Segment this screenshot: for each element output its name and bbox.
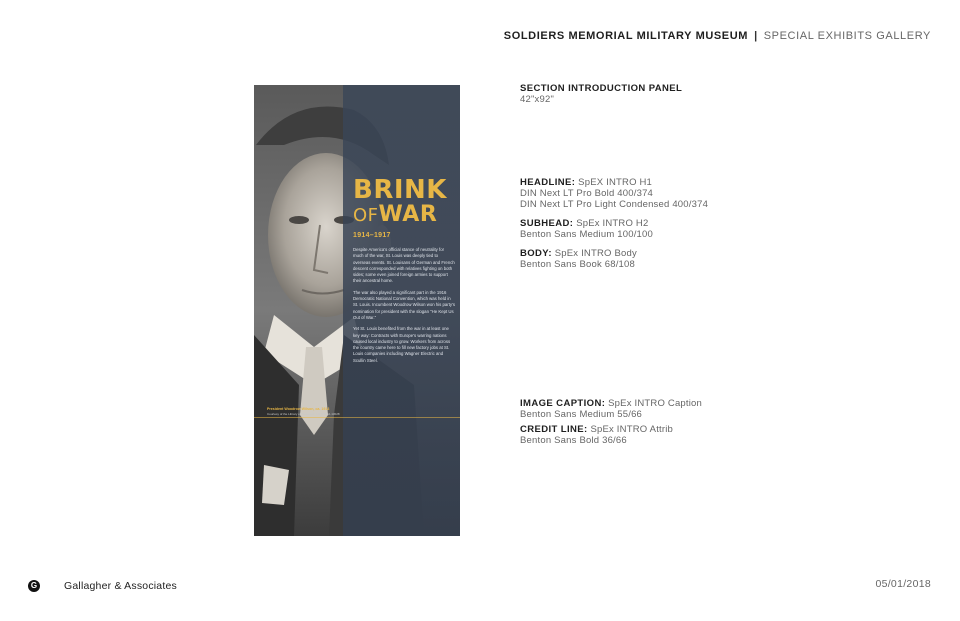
credit-text: Courtesy of the Library of Congress, LC-USZ62-13028 [267,411,340,416]
headline-font-1: DIN Next LT Pro Bold 400/374 [520,188,654,199]
credit-style: SpEx INTRO Attrib [590,424,674,435]
spec-title: SECTION INTRODUCTION PANEL [520,83,683,94]
headline-font-2: DIN Next LT Pro Light Condensed 400/374 [520,199,709,210]
company-name: Gallagher & Associates [64,580,177,592]
credit-label: CREDIT LINE: [520,424,588,435]
body-paragraph: Yet St. Louis benefited from the war in at least one key way: Contracts with Europe's warring nations caused local industry to grow. Workers from across the country came here to fill new factory jobs at St. Louis companies including Wagner Electric and Scullin Steel. [353,326,451,363]
headline-of: OF [353,205,379,226]
headline-style: SpEX INTRO H1 [578,177,653,188]
spec-body [520,248,637,270]
logo-letter: G [30,581,38,590]
page-header [504,30,931,42]
headline-war: WAR [378,202,438,227]
gallery-name: SPECIAL EXHIBITS GALLERY [763,30,931,42]
spec-panel-info [520,83,682,105]
subhead-style: SpEx INTRO H2 [576,218,649,229]
panel-subhead-dates: 1914–1917 [353,232,391,239]
spec-headline [520,177,708,210]
spec-subhead [520,218,653,240]
panel-divider [254,417,460,418]
header-separator: | [754,30,758,42]
body-paragraph: The war also played a significant part in the 1916 Democratic National Convention, which was held in St. Louis. Incumbent Woodrow Wilson won his party's nomination for president with the slogan "He Kept Us Out of War." [353,289,456,320]
subhead-label: SUBHEAD: [520,218,574,229]
spec-credit [520,424,673,446]
body-style: SpEx INTRO Body [554,248,637,259]
subhead-font: Benton Sans Medium 100/100 [520,229,654,240]
panel-mockup [254,85,460,536]
company-logo-icon [28,580,40,592]
body-label: BODY: [520,248,552,259]
caption-label: IMAGE CAPTION: [520,398,606,409]
caption-style: SpEx INTRO Caption [608,398,703,409]
spec-caption [520,398,702,420]
body-paragraph: Despite America's official stance of neutrality for much of the war, St. Louis was deeply tied to overseas events. St. Louisans of German and French descent corresponded with relatives fighting on both sides; some even joined foreign armies to support their ancestral home. [353,247,455,284]
document-date: 05/01/2018 [875,578,931,590]
spec-size: 42"x92" [520,94,555,105]
body-font: Benton Sans Book 68/108 [520,259,635,270]
credit-font: Benton Sans Bold 36/66 [520,435,627,446]
museum-name: SOLDIERS MEMORIAL MILITARY MUSEUM [503,30,749,42]
panel-headline [353,177,447,226]
panel-body-text [353,247,455,369]
caption-text: President Woodrow Wilson, ca. 1913 [267,407,330,411]
panel-image-caption [267,407,357,416]
caption-font: Benton Sans Medium 55/66 [520,409,643,420]
headline-of-war [353,204,447,226]
headline-label: HEADLINE: [520,177,576,188]
headline-brink: BRINK [353,175,447,205]
